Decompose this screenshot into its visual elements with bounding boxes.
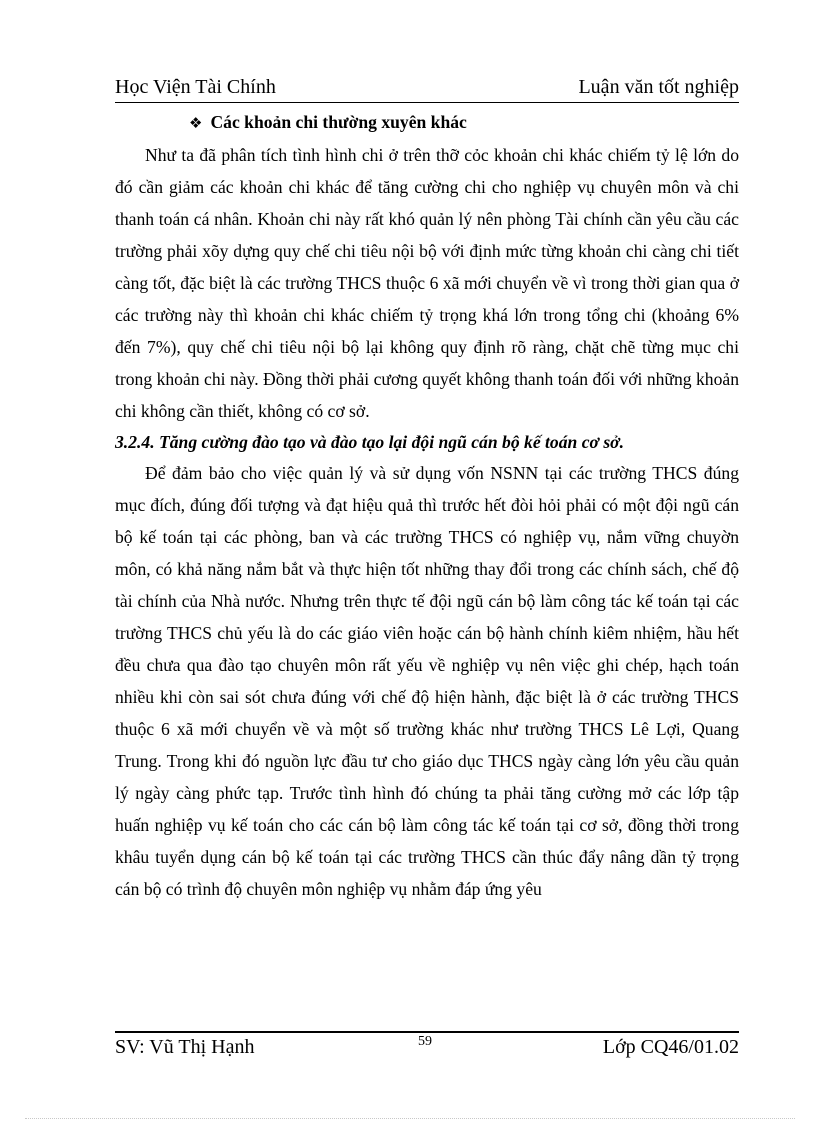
subheading (115, 108, 739, 137)
footer-divider (115, 1031, 739, 1033)
diamond-bullet-icon: ❖ (189, 114, 203, 132)
section-heading: 3.2.4. Tăng cường đào tạo và đào tạo lại đội ngũ cán bộ kế toán cơ sở. (115, 432, 625, 452)
header-document-type: Luận văn tốt nghiệp (578, 76, 739, 98)
paragraph-other-expenses: Như ta đã phân tích tình hình chi ở trên thỡ cỏc khoản chi khác chiếm tỷ lệ lớn do đó cần giảm các khoản chi khác để tăng cường chi cho nghiệp vụ chuyên môn và chi thanh toán cá nhân. Khoản chi này rất khó quản lý nên phòng Tài chính cần yêu cầu các trường phải xõy dựng quy chế chi tiêu nội bộ với định mức từng khoản chi càng chi tiết càng tốt, đặc biệt là các trường THCS thuộc 6 xã mới chuyển về vì trong thời gian qua ở các trường này thì khoản chi khác chiếm tỷ trọng khá lớn trong tổng chi (khoảng 6% đến 7%), quy chế chi tiêu nội bộ lại không quy định rõ ràng, chặt chẽ từng mục chi trong khoản chi này. Đồng thời phải cương quyết không thanh toán đối với những khoản chi không cần thiết, không có cơ sở. (115, 145, 739, 421)
footer-class-code: Lớp CQ46/01.02 (602, 1036, 739, 1058)
page-header (115, 74, 739, 103)
page-number: 59 (418, 1034, 432, 1049)
header-institution: Học Viện Tài Chính (115, 76, 276, 98)
footer-student-name: SV: Vũ Thị Hạnh (115, 1036, 255, 1058)
page-edge-divider (25, 1118, 795, 1119)
page-footer (115, 1034, 739, 1064)
subheading-text: Các khoản chi thường xuyên khác (210, 112, 467, 132)
page-body (115, 108, 739, 905)
paragraph-training: Để đảm bảo cho việc quản lý và sử dụng vốn NSNN tại các trường THCS đúng mục đích, đúng đối tượng và đạt hiệu quả thì trước hết đòi hỏi phải có một đội ngũ cán bộ kế toán tại các phòng, ban và các trường THCS có nghiệp vụ, nắm vững chuyờn môn, có khả năng nắm bắt và thực hiện tốt những thay đổi trong các chính sách, chế độ tài chính của Nhà nước. Nhưng trên thực tế đội ngũ cán bộ làm công tác kế toán tại các trường THCS chủ yếu là do các giáo viên hoặc cán bộ hành chính kiêm nhiệm, hầu hết đều chưa qua đào tạo chuyên môn rất yếu về nghiệp vụ nên việc ghi chép, hạch toán nhiều khi còn sai sót chưa đúng với chế độ hiện hành, đặc biệt là ở các trường THCS thuộc 6 xã mới chuyển về và một số trường khác như trường THCS Lê Lợi, Quang Trung. Trong khi đó nguồn lực đầu tư cho giáo dục THCS ngày càng lớn yêu cầu quản lý ngày càng phức tạp. Trước tình hình đó chúng ta phải tăng cường mở các lớp tập huấn nghiệp vụ kế toán cho các cán bộ làm công tác kế toán tại cơ sở, đồng thời trong khâu tuyển dụng cán bộ kế toán tại các trường THCS cần thúc đẩy nâng dần tỷ trọng cán bộ có trình độ chuyên môn nghiệp vụ nhằm đáp ứng yêu (115, 463, 739, 899)
